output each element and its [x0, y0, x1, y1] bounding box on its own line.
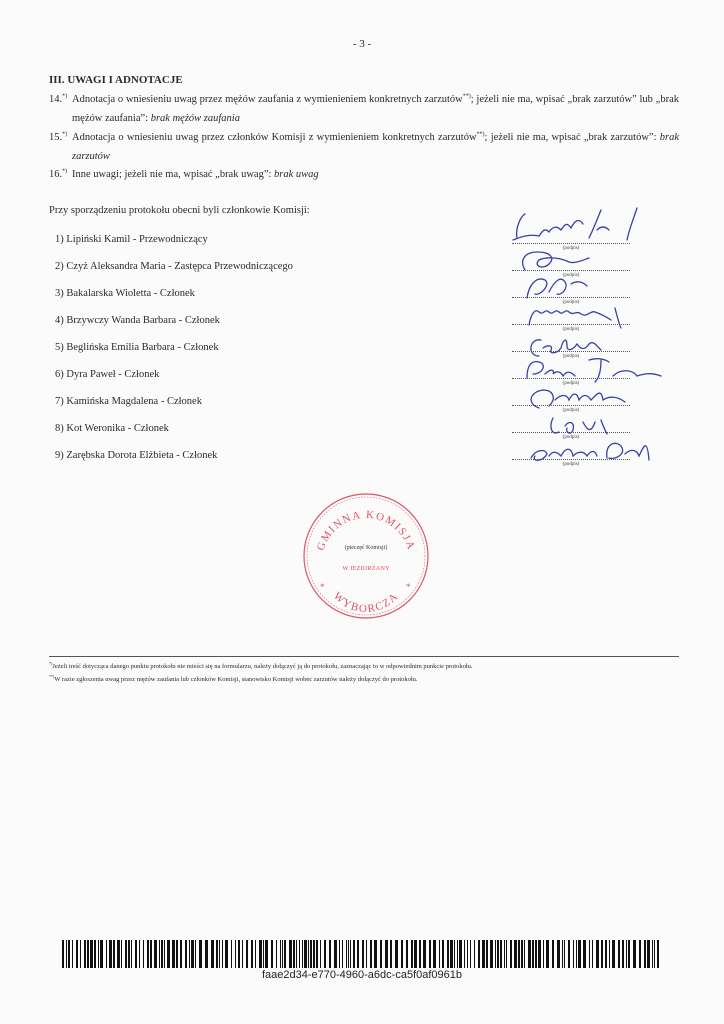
member-6: 6) Dyra Paweł - Członek	[55, 369, 160, 380]
barcode-bar	[385, 940, 388, 968]
barcode-bar	[191, 940, 194, 968]
barcode-bar	[464, 940, 465, 968]
barcode-bar	[457, 940, 458, 968]
barcode-bar	[308, 940, 309, 968]
barcode-bar	[583, 940, 586, 968]
barcode-bar	[199, 940, 202, 968]
footnotes	[49, 656, 679, 685]
barcode-bar	[486, 940, 488, 968]
signature-4	[529, 308, 621, 328]
barcode-bar	[524, 940, 525, 968]
barcode-bar	[474, 940, 475, 968]
stamp-text-bottom: WYBORCZA	[330, 590, 402, 616]
footnote-2: **)W razie zgłoszenia uwag przez mężów zaufania lub członków Komisji, stanowisko Komisji wobec zarzutów należy dołączyć do protokołu.	[49, 674, 418, 684]
barcode-bar	[478, 940, 480, 968]
signature-7	[531, 390, 625, 408]
barcode-bar	[246, 940, 248, 968]
barcode-bar	[125, 940, 127, 968]
member-4: 4) Brzywczy Wanda Barbara - Członek	[55, 315, 220, 326]
barcode-bar	[296, 940, 297, 968]
barcode-bar	[324, 940, 326, 968]
barcode-bar	[263, 940, 264, 968]
barcode-bar	[284, 940, 286, 968]
signature-9	[531, 443, 649, 460]
barcode-bar	[654, 940, 655, 968]
member-7: 7) Kamińska Magdalena - Członek	[55, 396, 202, 407]
barcode-bar	[639, 940, 641, 968]
barcode-bar	[195, 940, 196, 968]
barcode-bar	[538, 940, 541, 968]
barcode-bar	[310, 940, 312, 968]
member-1: 1) Lipiński Kamil - Przewodniczący	[55, 234, 208, 245]
barcode-bar	[205, 940, 208, 968]
stamp-text-mid: W JEZIORZANY	[342, 565, 390, 572]
signature-5	[531, 340, 601, 356]
barcode-bar	[429, 940, 431, 968]
member-8: 8) Kot Weronika - Członek	[55, 423, 169, 434]
barcode-bar	[652, 940, 653, 968]
section-title: III. UWAGI I ADNOTACJE	[49, 74, 183, 86]
barcode-bar	[439, 940, 440, 968]
member-9: 9) Zarębska Dorota Elżbieta - Członek	[55, 450, 218, 461]
barcode-bar	[251, 940, 253, 968]
barcode-bar	[357, 940, 359, 968]
stamp-star-right: *	[406, 582, 411, 592]
barcode-bar	[139, 940, 140, 968]
barcode-bar	[225, 940, 228, 968]
barcode-bar	[647, 940, 650, 968]
barcode-bar	[459, 940, 462, 968]
barcode-bar	[150, 940, 152, 968]
barcode-bar	[419, 940, 421, 968]
barcode-bar	[353, 940, 355, 968]
item-number: 15.*)	[49, 131, 68, 143]
stamp-text-top: GMINNA KOMISJA	[314, 508, 418, 553]
barcode-bar	[128, 940, 130, 968]
barcode-bar	[293, 940, 295, 968]
signature-caption: (podpis)	[562, 435, 580, 440]
signature-caption: (podpis)	[562, 246, 580, 251]
barcode-bar	[304, 940, 307, 968]
barcode-bar	[189, 940, 190, 968]
barcode-bar	[259, 940, 262, 968]
barcode-bar	[568, 940, 570, 968]
barcode-bar	[289, 940, 292, 968]
barcode-bar	[366, 940, 367, 968]
barcode-bar	[543, 940, 544, 968]
barcode-bar	[176, 940, 178, 968]
barcode-bar	[348, 940, 349, 968]
barcode-bar	[497, 940, 499, 968]
barcode-bar	[180, 940, 182, 968]
barcode	[62, 940, 662, 968]
barcode-bar	[216, 940, 218, 968]
barcode-bar	[98, 940, 99, 968]
barcode-bar	[334, 940, 337, 968]
barcode-bar	[406, 940, 408, 968]
barcode-bar	[514, 940, 517, 968]
barcode-bar	[395, 940, 398, 968]
page-number: - 3 -	[352, 38, 372, 50]
barcode-bar	[518, 940, 520, 968]
barcode-bar	[592, 940, 593, 968]
barcode-bar	[94, 940, 96, 968]
barcode-bar	[84, 940, 86, 968]
barcode-bar	[302, 940, 303, 968]
barcode-bar	[433, 940, 436, 968]
barcode-bar	[68, 940, 70, 968]
barcode-bar	[564, 940, 565, 968]
barcode-bar	[143, 940, 144, 968]
barcode-bar	[612, 940, 615, 968]
barcode-bar	[362, 940, 364, 968]
barcode-bar	[147, 940, 149, 968]
barcode-bar	[339, 940, 340, 968]
barcode-bar	[121, 940, 122, 968]
barcode-bar	[423, 940, 426, 968]
barcode-bar	[80, 940, 81, 968]
item-answer: brak mężów zaufania	[150, 113, 240, 124]
barcode-bar	[626, 940, 627, 968]
signature-caption: (podpis)	[562, 354, 580, 359]
footnote-1: *)Jeżeli treść dotycząca danego punktu protokołu nie mieści się na formularzu, należy dołączyć ją do protokołu, zaznaczając to w odpowiednim punkcie protokołu.	[49, 661, 473, 671]
barcode-bar	[346, 940, 347, 968]
item-number: 14.*)	[49, 93, 68, 105]
barcode-bar	[235, 940, 236, 968]
barcode-bar	[106, 940, 107, 968]
barcode-bar	[628, 940, 630, 968]
signature-8	[551, 418, 607, 434]
barcode-bar	[282, 940, 283, 968]
barcode-bar	[72, 940, 73, 968]
barcode-bar	[76, 940, 78, 968]
barcode-bar	[113, 940, 115, 968]
barcode-bar	[374, 940, 377, 968]
barcode-bar	[510, 940, 512, 968]
signature-caption: (podpis)	[562, 327, 580, 332]
barcode-bar	[164, 940, 165, 968]
item-answer: brak zarzutów	[72, 132, 680, 162]
barcode-bar	[622, 940, 624, 968]
barcode-bar	[411, 940, 413, 968]
member-3: 3) Bakalarska Wioletta - Członek	[55, 288, 195, 299]
barcode-bar	[167, 940, 170, 968]
barcode-bar	[609, 940, 610, 968]
barcode-bar	[506, 940, 507, 968]
barcode-bar	[185, 940, 187, 968]
barcode-bar	[454, 940, 455, 968]
member-2: 2) Czyż Aleksandra Maria - Zastępca Przewodniczącego	[55, 261, 293, 272]
barcode-bar	[605, 940, 607, 968]
barcode-bar	[135, 940, 137, 968]
barcode-bar	[401, 940, 403, 968]
signature-caption: (podpis)	[562, 408, 580, 413]
barcode-bar	[100, 940, 103, 968]
barcode-bar	[242, 940, 243, 968]
barcode-bar	[265, 940, 268, 968]
barcode-bar	[62, 940, 64, 968]
signature-caption: (podpis)	[562, 273, 580, 278]
barcode-bar	[313, 940, 315, 968]
members-intro: Przy sporządzeniu protokołu obecni byli członkowie Komisji:	[49, 205, 310, 216]
handwritten-signatures	[505, 200, 675, 475]
barcode-bar	[117, 940, 120, 968]
barcode-bar	[109, 940, 112, 968]
barcode-bar	[467, 940, 468, 968]
barcode-bar	[271, 940, 273, 968]
barcode-bar	[562, 940, 563, 968]
barcode-bar	[219, 940, 220, 968]
barcode-bar	[633, 940, 636, 968]
barcode-bar	[350, 940, 351, 968]
item-16: 16.*) Inne uwagi; jeżeli nie ma, wpisać „brak uwag”: brak uwag	[49, 165, 679, 184]
barcode-bar	[159, 940, 160, 968]
member-5: 5) Beglińska Emilia Barbara - Członek	[55, 342, 219, 353]
svg-text:WYBORCZA	[331, 590, 401, 615]
barcode-bar	[644, 940, 646, 968]
barcode-bar	[447, 940, 449, 968]
barcode-bar	[578, 940, 581, 968]
barcode-bar	[589, 940, 590, 968]
barcode-bar	[535, 940, 537, 968]
barcode-bar	[601, 940, 603, 968]
barcode-bar	[390, 940, 392, 968]
barcode-bar	[222, 940, 223, 968]
stamp-star-left: *	[320, 582, 325, 592]
barcode-bar	[87, 940, 89, 968]
barcode-bar	[470, 940, 471, 968]
barcode-bar	[342, 940, 343, 968]
signature-caption: (podpis)	[562, 300, 580, 305]
barcode-bar	[657, 940, 659, 968]
signature-caption: (podpis)	[562, 462, 580, 467]
barcode-bar	[316, 940, 318, 968]
stamp-label: (pieczęć Komisji)	[344, 545, 388, 551]
barcode-bar	[552, 940, 554, 968]
barcode-bar	[211, 940, 214, 968]
barcode-bar	[490, 940, 493, 968]
barcode-bar	[90, 940, 93, 968]
barcode-bar	[154, 940, 157, 968]
barcode-bar	[329, 940, 331, 968]
barcode-bar	[161, 940, 163, 968]
barcode-bar	[276, 940, 277, 968]
barcode-bar	[299, 940, 300, 968]
barcode-bar	[576, 940, 577, 968]
signature-2	[523, 252, 589, 270]
signature-6	[527, 359, 661, 382]
barcode-bar	[482, 940, 485, 968]
barcode-bar	[546, 940, 549, 968]
barcode-bar	[495, 940, 496, 968]
commission-stamp	[300, 490, 432, 622]
signature-1	[513, 208, 637, 240]
barcode-bar	[320, 940, 321, 968]
barcode-bar	[618, 940, 620, 968]
barcode-bar	[280, 940, 281, 968]
signature-caption: (podpis)	[562, 381, 580, 386]
barcode-bar	[532, 940, 534, 968]
barcode-bar	[370, 940, 372, 968]
barcode-bar	[573, 940, 574, 968]
barcode-bar	[596, 940, 599, 968]
barcode-bar	[380, 940, 382, 968]
barcode-bar	[66, 940, 67, 968]
signature-3	[527, 279, 587, 298]
item-15: 15.*) Adnotacja o wniesieniu uwag przez członków Komisji z wymienieniem konkretnych zarzutów**); jeżeli nie ma, wpisać „brak zarzutów”: brak zarzutów	[49, 128, 679, 166]
item-answer: brak uwag	[274, 169, 319, 180]
barcode-bar	[528, 940, 531, 968]
barcode-bar	[238, 940, 240, 968]
barcode-bar	[231, 940, 232, 968]
barcode-bar	[557, 940, 560, 968]
barcode-bar	[442, 940, 444, 968]
item-number: 16.*)	[49, 168, 68, 180]
barcode-bar	[131, 940, 132, 968]
barcode-bar	[414, 940, 417, 968]
barcode-bar	[172, 940, 175, 968]
barcode-bar	[500, 940, 502, 968]
barcode-bar	[450, 940, 453, 968]
item-14: 14.*) Adnotacja o wniesieniu uwag przez mężów zaufania z wymienieniem konkretnych zarzutów**); jeżeli nie ma, wpisać „brak zarzutów” lub „brak mężów zaufania”: brak mężów zaufania	[49, 90, 679, 128]
barcode-bar	[504, 940, 505, 968]
barcode-text: faae2d34-e770-4960-a6dc-ca5f0af0961b	[262, 969, 462, 981]
barcode-bar	[255, 940, 256, 968]
barcode-bar	[521, 940, 523, 968]
